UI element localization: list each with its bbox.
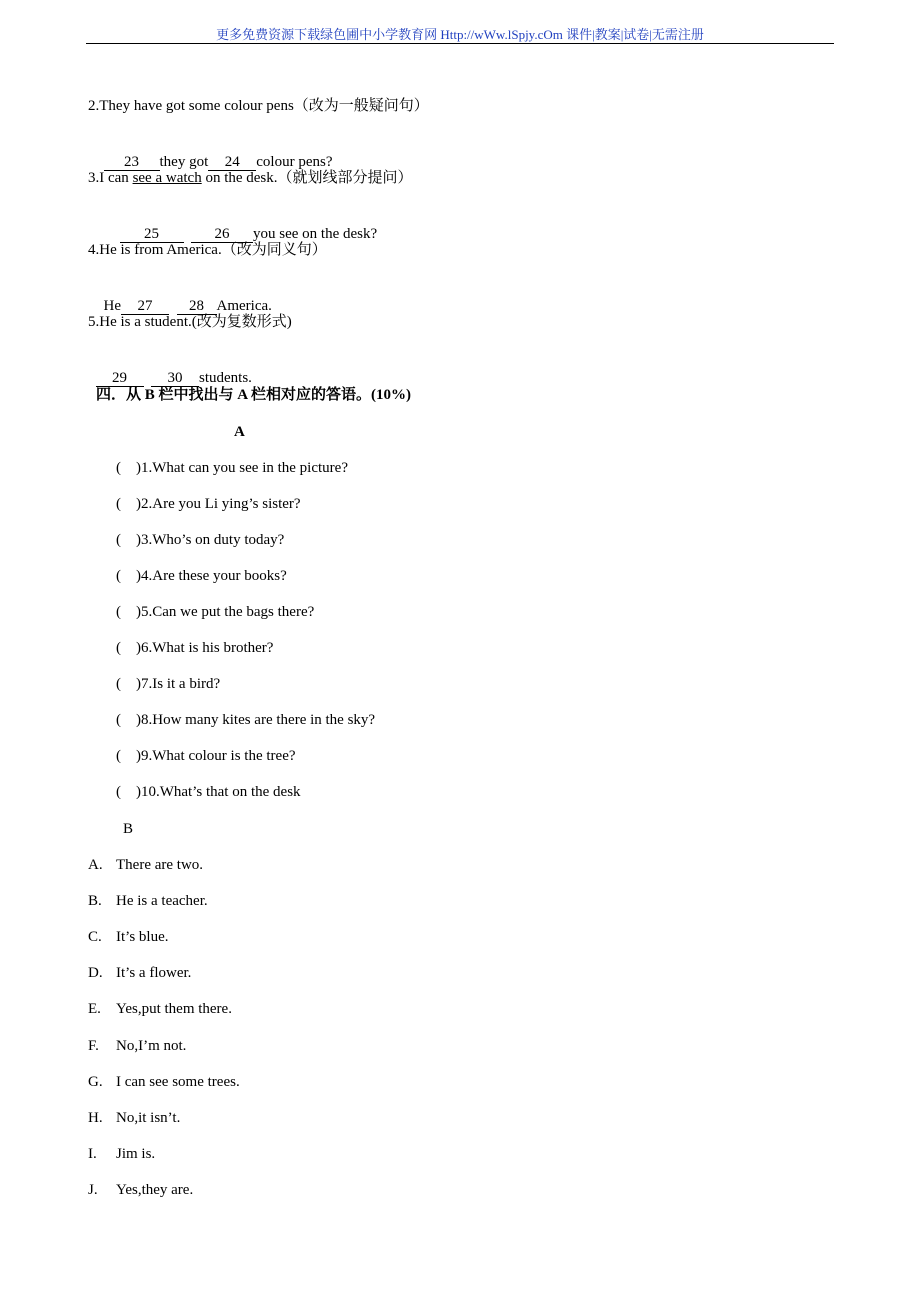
- match-question-4: ( )4.Are these your books?: [116, 568, 287, 584]
- blank-26[interactable]: 26: [191, 226, 253, 243]
- option-letter: H.: [88, 1110, 103, 1126]
- match-question-2: ( )2.Are you Li ying’s sister?: [116, 496, 301, 512]
- blank-23[interactable]: 23: [104, 154, 160, 171]
- answer-option-a: [88, 855, 203, 875]
- match-question-7: ( )7.Is it a bird?: [116, 676, 221, 692]
- column-a-label: A: [234, 424, 245, 440]
- option-letter: F.: [88, 1038, 99, 1054]
- question-3-prompt-start: 3.I can: [88, 170, 133, 186]
- option-text: It’s blue.: [116, 929, 169, 945]
- option-text: No,I’m not.: [116, 1038, 187, 1054]
- option-letter: C.: [88, 929, 102, 945]
- match-question-1: ( )1.What can you see in the picture?: [116, 460, 348, 476]
- answer-option-j: [88, 1180, 193, 1200]
- question-4-start: He: [103, 298, 121, 314]
- question-5-prompt: 5.He is a student.(改为复数形式): [88, 314, 292, 330]
- question-3-prompt: [88, 168, 413, 188]
- question-5-end: students.: [199, 370, 252, 386]
- question-2-answer-line: [96, 132, 332, 172]
- option-letter: I.: [88, 1146, 97, 1162]
- option-text: No,it isn’t.: [116, 1110, 181, 1126]
- header-rule: [86, 43, 834, 44]
- page-header: 更多免费资源下载绿色圃中小学教育网 Http://wWw.lSpjy.cOm 课件|教案|试卷|无需注册: [216, 27, 704, 42]
- match-question-9: ( )9.What colour is the tree?: [116, 748, 296, 764]
- answer-option-c: [88, 927, 169, 947]
- option-text: He is a teacher.: [116, 893, 208, 909]
- answer-option-d: [88, 963, 191, 983]
- blank-25[interactable]: 25: [120, 226, 184, 243]
- answer-option-f: [88, 1036, 186, 1056]
- match-question-3: ( )3.Who’s on duty today?: [116, 532, 285, 548]
- question-4-answer-line: [96, 276, 272, 316]
- option-letter: D.: [88, 965, 103, 981]
- question-3-answer-line: [112, 204, 377, 244]
- answer-option-g: [88, 1072, 240, 1092]
- question-2-mid: they got: [159, 154, 209, 170]
- blank-24[interactable]: 24: [208, 154, 256, 171]
- option-text: There are two.: [116, 857, 204, 873]
- blank-28[interactable]: 28: [177, 298, 217, 315]
- blank-30[interactable]: 30: [151, 370, 199, 387]
- option-letter: A.: [88, 857, 103, 873]
- question-3-underlined: see a watch: [132, 170, 202, 186]
- blank-27[interactable]: 27: [121, 298, 169, 315]
- answer-option-e: [88, 999, 232, 1019]
- option-text: It’s a flower.: [116, 965, 192, 981]
- answer-option-h: [88, 1108, 180, 1128]
- question-2-end: colour pens?: [256, 154, 333, 170]
- option-text: Yes,they are.: [116, 1182, 194, 1198]
- match-question-5: ( )5.Can we put the bags there?: [116, 604, 315, 620]
- match-question-10: ( )10.What’s that on the desk: [116, 784, 301, 800]
- match-question-6: ( )6.What is his brother?: [116, 640, 274, 656]
- option-text: Jim is.: [116, 1146, 156, 1162]
- question-4-end: America.: [216, 298, 272, 314]
- question-3-prompt-end: on the desk.（就划线部分提问）: [201, 170, 413, 186]
- question-3-end: you see on the desk?: [253, 226, 378, 242]
- option-letter: J.: [88, 1182, 98, 1198]
- column-b-label: B: [123, 821, 134, 837]
- section-4-title: 四．从 B 栏中找出与 A 栏相对应的答语。(10%): [96, 387, 412, 403]
- blank-29[interactable]: 29: [96, 370, 144, 387]
- option-letter: G.: [88, 1074, 103, 1090]
- question-4-prompt: 4.He is from America.（改为同义句）: [88, 242, 327, 258]
- question-2-prompt: 2.They have got some colour pens（改为一般疑问句）: [88, 98, 429, 114]
- option-letter: E.: [88, 1001, 101, 1017]
- option-text: I can see some trees.: [116, 1074, 240, 1090]
- option-letter: B.: [88, 893, 102, 909]
- option-text: Yes,put them there.: [116, 1001, 232, 1017]
- answer-option-b: [88, 891, 208, 911]
- question-5-answer-line: [88, 348, 252, 388]
- answer-option-i: [88, 1144, 155, 1164]
- match-question-8: ( )8.How many kites are there in the sky?: [116, 712, 376, 728]
